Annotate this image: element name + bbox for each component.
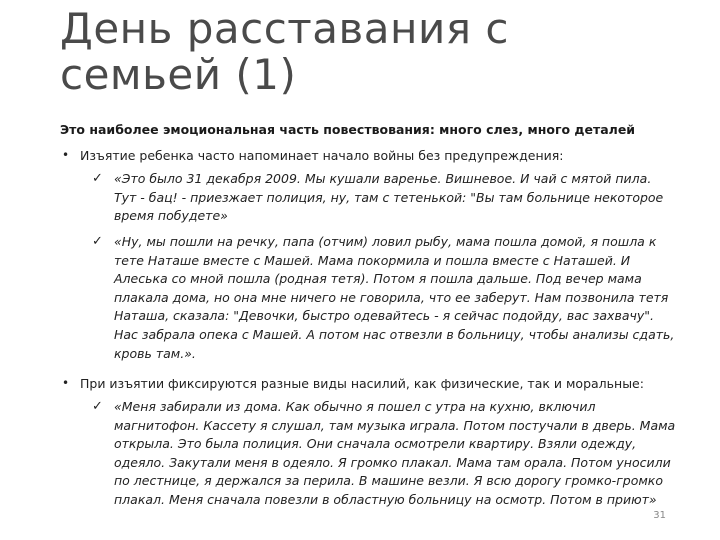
- bullet-dot-icon: •: [62, 376, 70, 390]
- checkmark-icon: ✓: [92, 234, 103, 249]
- quote-item-1: [92, 170, 677, 226]
- lead-text: Это наиболее эмоциональная часть повествования: много слез, много деталей: [60, 122, 636, 137]
- checkmark-icon: ✓: [92, 171, 103, 186]
- quote-text-3: «Меня забирали из дома. Как обычно я пошел с утра на кухню, включил магнитофон. Кассету я слушал, там музыка играла. Потом постучали в дверь. Мама открыла. Это была полиция. Они сначала осмотрели квартиру. Взяли одежду, одеяло. Закутали меня в одеяло. Я громко плакал. Мама там орала. Потом уносили по лестнице, я держался за перила. В машине везли. Я всю дорогу громко-громко плакал. Меня сначала повезли в областную больницу на осмотр. Потом в приют»: [114, 399, 676, 507]
- quote-item-2: [92, 233, 677, 363]
- checkmark-icon: ✓: [92, 399, 103, 414]
- quote-item-3: [92, 398, 677, 510]
- quote-text-2: «Ну, мы пошли на речку, папа (отчим) ловил рыбу, мама пошла домой, я пошла к тете Наташе вместе с Машей. Мама покормила и пошла вместе с Наташей. И Алеська со мной пошла (родная тетя). Потом я пошла дальше. Под вечер мама плакала дома, но она мне ничего не говорила, что ее заберут. Нам позвонила тетя Наташа, сказала: "Девочки, быстро одевайтесь - я сейчас подойду, вас захвачу". Нас забрала опека с Машей. А потом нас отвезли в больницу, чтобы анализы сдать, кровь там.».: [114, 234, 675, 361]
- page-number: 31: [653, 510, 666, 521]
- quote-text-1: «Это было 31 декабря 2009. Мы кушали варенье. Вишневое. И чай с мятой пила. Тут - бац! - приезжает полиция, ну, там с тетенькой: "Вы там больнице некоторое время побудете»: [114, 171, 664, 224]
- bullet-item-1: [60, 148, 680, 163]
- bullet-text-2: При изъятии фиксируются разные виды насилий, как физические, так и моральные:: [80, 376, 644, 391]
- bullet-dot-icon: •: [62, 148, 70, 162]
- bullet-text-1: Изъятие ребенка часто напоминает начало войны без предупреждения:: [80, 148, 564, 163]
- bullet-item-2: [60, 376, 680, 391]
- slide-title: День расставания с семьей (1): [60, 4, 509, 99]
